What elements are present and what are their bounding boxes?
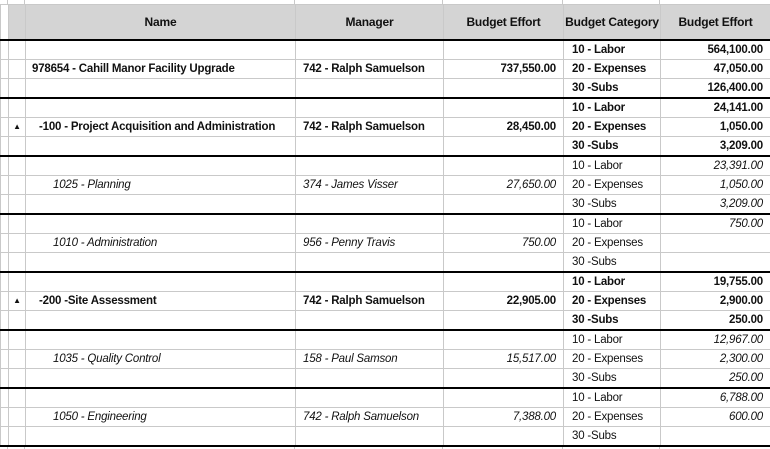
spacer-cell [1, 156, 9, 176]
name-cell[interactable]: 1050 - Engineering [26, 408, 296, 427]
header-budget-category: Budget Category [564, 5, 661, 41]
row-expander-cell [9, 427, 26, 447]
name-cell [26, 40, 296, 60]
manager-cell [296, 311, 444, 331]
budget-effort-cell [444, 98, 564, 118]
budget-effort-value-cell[interactable]: 3,209.00 [661, 195, 770, 215]
name-cell[interactable]: 978654 - Cahill Manor Facility Upgrade [26, 60, 296, 79]
budget-effort-value-cell[interactable]: 250.00 [661, 369, 770, 389]
table-row [1, 195, 770, 215]
row-expander-cell [9, 311, 26, 331]
budget-category-cell[interactable]: 10 - Labor [564, 330, 661, 350]
table-row [1, 292, 770, 311]
name-cell [26, 195, 296, 215]
budget-effort-value-cell[interactable]: 23,391.00 [661, 156, 770, 176]
name-cell [26, 98, 296, 118]
row-expander-cell [9, 234, 26, 253]
budget-category-cell[interactable]: 30 -Subs [564, 195, 661, 215]
spacer-cell [1, 195, 9, 215]
spacer-cell [1, 253, 9, 273]
budget-effort-value-cell[interactable]: 564,100.00 [661, 40, 770, 60]
budget-effort-value-cell[interactable]: 2,300.00 [661, 350, 770, 369]
row-expander-cell [9, 388, 26, 408]
budget-effort-cell[interactable]: 750.00 [444, 234, 564, 253]
budget-category-cell[interactable]: 20 - Expenses [564, 176, 661, 195]
budget-effort-cell [444, 137, 564, 157]
budget-effort-cell [444, 156, 564, 176]
spacer-cell [1, 234, 9, 253]
budget-effort-value-cell[interactable] [661, 253, 770, 273]
manager-cell[interactable]: 158 - Paul Samson [296, 350, 444, 369]
table-row [1, 427, 770, 447]
row-expander-cell [9, 60, 26, 79]
budget-effort-cell [444, 195, 564, 215]
spacer-cell [1, 60, 9, 79]
budget-effort-value-cell[interactable]: 2,900.00 [661, 292, 770, 311]
budget-effort-value-cell[interactable]: 47,050.00 [661, 60, 770, 79]
name-cell [26, 388, 296, 408]
budget-effort-value-cell[interactable]: 6,788.00 [661, 388, 770, 408]
budget-category-cell[interactable]: 10 - Labor [564, 388, 661, 408]
budget-effort-cell[interactable]: 28,450.00 [444, 118, 564, 137]
manager-cell [296, 427, 444, 447]
row-expander-cell [9, 98, 26, 118]
budget-effort-cell [444, 79, 564, 99]
header-name: Name [26, 5, 296, 41]
name-cell [26, 330, 296, 350]
name-cell [26, 272, 296, 292]
collapse-icon[interactable]: ▲ [13, 122, 21, 131]
table-row [1, 234, 770, 253]
budget-category-cell[interactable]: 30 -Subs [564, 79, 661, 99]
budget-category-cell[interactable]: 30 -Subs [564, 137, 661, 157]
manager-cell [296, 79, 444, 99]
table-row [1, 350, 770, 369]
table-row [1, 311, 770, 331]
spacer-cell [1, 98, 9, 118]
table-row [1, 79, 770, 99]
manager-cell [296, 98, 444, 118]
header-expander-cell [9, 5, 26, 41]
spacer-cell [1, 79, 9, 99]
spacer-cell [1, 350, 9, 369]
header-budget-effort: Budget Effort [444, 5, 564, 41]
budget-effort-value-cell[interactable]: 12,967.00 [661, 330, 770, 350]
spacer-cell [1, 118, 9, 137]
row-expander-cell [9, 195, 26, 215]
row-expander-cell [9, 79, 26, 99]
table-row [1, 176, 770, 195]
budget-effort-cell[interactable]: 22,905.00 [444, 292, 564, 311]
budget-effort-cell [444, 369, 564, 389]
table-row [1, 40, 770, 60]
name-cell[interactable]: 1035 - Quality Control [26, 350, 296, 369]
budget-effort-value-cell[interactable]: 24,141.00 [661, 98, 770, 118]
spacer-cell [1, 292, 9, 311]
manager-cell[interactable]: 742 - Ralph Samuelson [296, 118, 444, 137]
budget-effort-cell [444, 40, 564, 60]
budget-effort-value-cell[interactable] [661, 427, 770, 447]
name-cell[interactable]: -200 -Site Assessment [26, 292, 296, 311]
row-expander-cell [9, 350, 26, 369]
budget-category-cell[interactable]: 20 - Expenses [564, 292, 661, 311]
name-cell [26, 156, 296, 176]
manager-cell [296, 272, 444, 292]
row-expander-cell [9, 369, 26, 389]
budget-category-cell[interactable]: 30 -Subs [564, 369, 661, 389]
spacer-cell [1, 137, 9, 157]
budget-effort-cell[interactable]: 27,650.00 [444, 176, 564, 195]
spacer-cell [1, 176, 9, 195]
table-row [1, 330, 770, 350]
budget-category-cell[interactable]: 20 - Expenses [564, 350, 661, 369]
table-row [1, 60, 770, 79]
name-cell [26, 253, 296, 273]
row-expander-cell [9, 214, 26, 234]
header-spacer-cell [1, 5, 9, 41]
budget-effort-value-cell[interactable]: 1,050.00 [661, 118, 770, 137]
budget-effort-cell[interactable]: 737,550.00 [444, 60, 564, 79]
manager-cell[interactable]: 742 - Ralph Samuelson [296, 408, 444, 427]
table-row [1, 388, 770, 408]
name-cell [26, 214, 296, 234]
collapse-icon[interactable]: ▲ [13, 296, 21, 305]
budget-effort-cell[interactable]: 7,388.00 [444, 408, 564, 427]
budget-effort-cell [444, 272, 564, 292]
name-cell[interactable]: 1010 - Administration [26, 234, 296, 253]
spacer-cell [1, 272, 9, 292]
table-row [1, 98, 770, 118]
spacer-cell [1, 388, 9, 408]
budget-effort-cell [444, 427, 564, 447]
budget-category-cell[interactable]: 10 - Labor [564, 40, 661, 60]
name-cell [26, 137, 296, 157]
budget-effort-value-cell[interactable]: 250.00 [661, 311, 770, 331]
table-row [1, 156, 770, 176]
spacer-cell [1, 408, 9, 427]
manager-cell [296, 214, 444, 234]
manager-cell[interactable]: 742 - Ralph Samuelson [296, 60, 444, 79]
manager-cell [296, 388, 444, 408]
manager-cell[interactable]: 374 - James Visser [296, 176, 444, 195]
row-expander-cell [9, 330, 26, 350]
budget-category-cell[interactable]: 30 -Subs [564, 253, 661, 273]
budget-category-cell[interactable]: 10 - Labor [564, 214, 661, 234]
name-cell[interactable]: 1025 - Planning [26, 176, 296, 195]
budget-category-cell[interactable]: 30 -Subs [564, 427, 661, 447]
spacer-cell [1, 40, 9, 60]
row-expander-cell [9, 272, 26, 292]
table-row [1, 253, 770, 273]
header-budget-effort-2: Budget Effort [661, 5, 770, 41]
table-row [1, 408, 770, 427]
budget-report-table [0, 4, 770, 447]
budget-effort-cell [444, 253, 564, 273]
name-cell [26, 79, 296, 99]
manager-cell[interactable]: 742 - Ralph Samuelson [296, 292, 444, 311]
name-cell[interactable]: -100 - Project Acquisition and Administration [26, 118, 296, 137]
budget-category-cell[interactable]: 10 - Labor [564, 272, 661, 292]
manager-cell [296, 137, 444, 157]
row-expander-cell [9, 253, 26, 273]
spacer-cell [1, 330, 9, 350]
row-expander-cell [9, 292, 26, 311]
manager-cell [296, 195, 444, 215]
budget-effort-value-cell[interactable]: 1,050.00 [661, 176, 770, 195]
budget-effort-cell[interactable]: 15,517.00 [444, 350, 564, 369]
manager-cell [296, 40, 444, 60]
table-row [1, 118, 770, 137]
budget-effort-value-cell[interactable]: 750.00 [661, 214, 770, 234]
budget-effort-value-cell[interactable]: 126,400.00 [661, 79, 770, 99]
budget-effort-value-cell[interactable]: 3,209.00 [661, 137, 770, 157]
budget-category-cell[interactable]: 20 - Expenses [564, 118, 661, 137]
manager-cell [296, 330, 444, 350]
budget-category-cell[interactable]: 20 - Expenses [564, 60, 661, 79]
spacer-cell [1, 369, 9, 389]
manager-cell [296, 253, 444, 273]
row-expander-cell [9, 408, 26, 427]
header-manager: Manager [296, 5, 444, 41]
table-row [1, 369, 770, 389]
row-expander-cell [9, 156, 26, 176]
name-cell [26, 369, 296, 389]
table-row [1, 214, 770, 234]
row-expander-cell [9, 176, 26, 195]
cropped-row-above [0, 0, 770, 4]
budget-effort-cell [444, 311, 564, 331]
budget-category-cell[interactable]: 20 - Expenses [564, 234, 661, 253]
budget-effort-value-cell[interactable] [661, 234, 770, 253]
table-row [1, 137, 770, 157]
table-row [1, 272, 770, 292]
manager-cell [296, 156, 444, 176]
budget-category-cell[interactable]: 10 - Labor [564, 156, 661, 176]
name-cell [26, 311, 296, 331]
row-expander-cell [9, 40, 26, 60]
header-row [1, 5, 770, 41]
budget-category-cell[interactable]: 30 -Subs [564, 311, 661, 331]
budget-effort-cell [444, 388, 564, 408]
row-expander-cell [9, 137, 26, 157]
budget-effort-value-cell[interactable]: 600.00 [661, 408, 770, 427]
spacer-cell [1, 214, 9, 234]
budget-effort-value-cell[interactable]: 19,755.00 [661, 272, 770, 292]
spacer-cell [1, 427, 9, 447]
manager-cell [296, 369, 444, 389]
row-expander-cell [9, 118, 26, 137]
budget-category-cell[interactable]: 10 - Labor [564, 98, 661, 118]
budget-effort-cell [444, 214, 564, 234]
manager-cell[interactable]: 956 - Penny Travis [296, 234, 444, 253]
spacer-cell [1, 311, 9, 331]
name-cell [26, 427, 296, 447]
budget-effort-cell [444, 330, 564, 350]
budget-category-cell[interactable]: 20 - Expenses [564, 408, 661, 427]
